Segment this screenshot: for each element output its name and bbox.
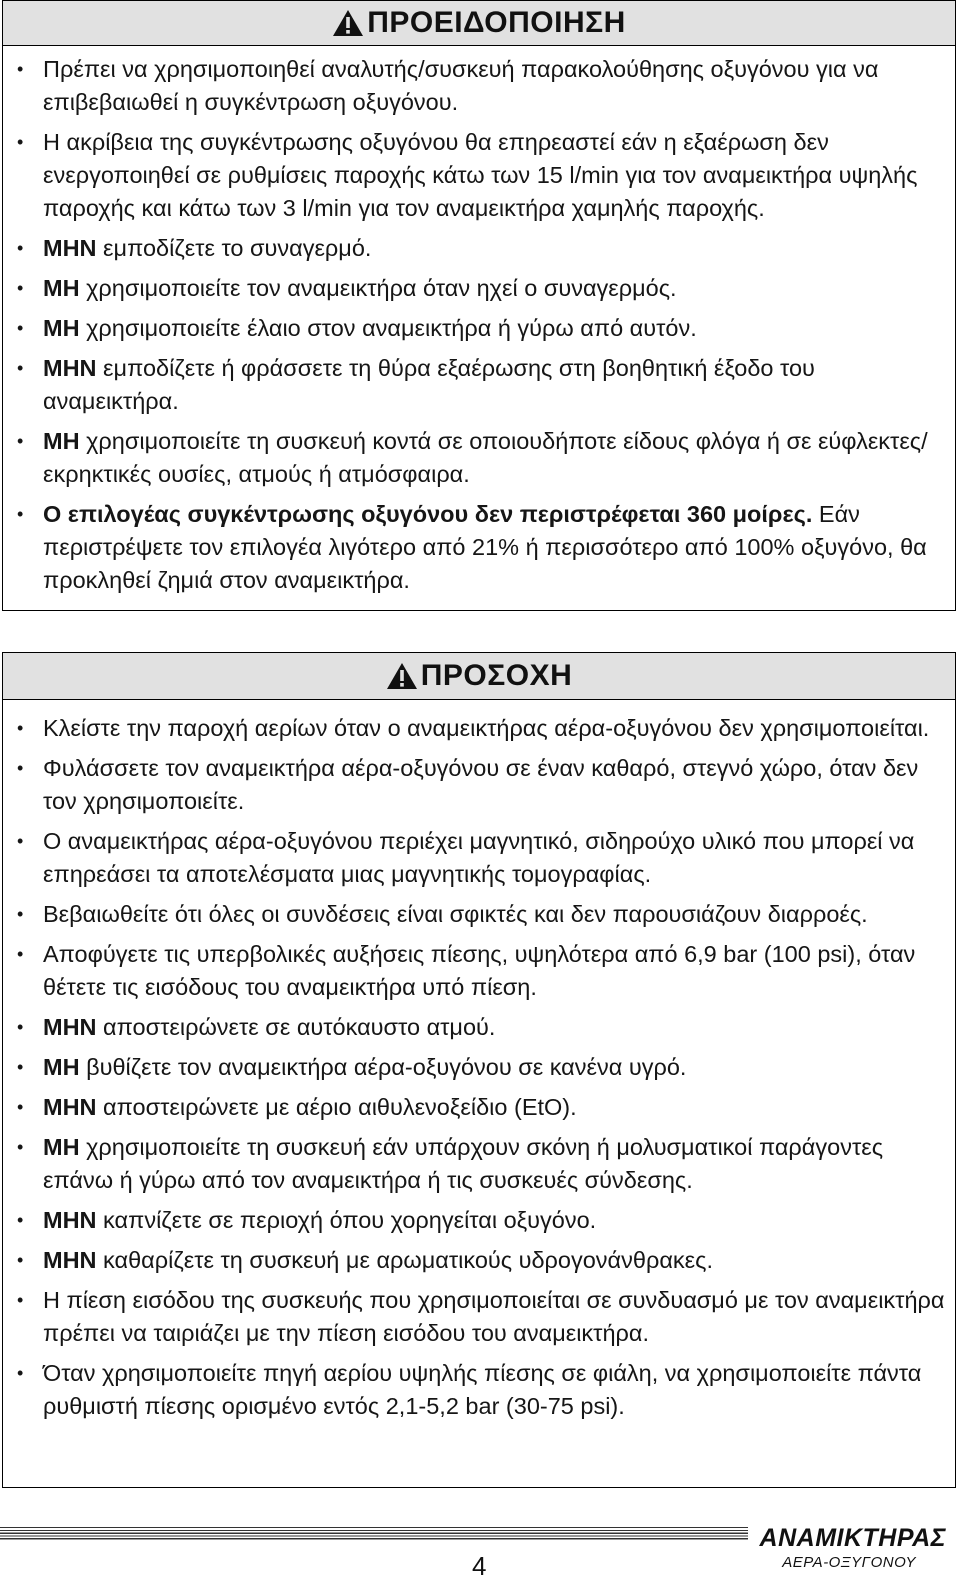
caution-header [3,653,955,700]
item-text: καθαρίζετε τη συσκευή με αρωματικούς υδρογονάνθρακες. [96,1247,713,1273]
bullet-icon: • [17,1097,24,1117]
emphasis-text: ΜΗ [43,315,80,341]
warning-title: ΠΡΟΕΙΔΟΠΟΙΗΣΗ [367,6,626,39]
list-item [13,752,945,818]
list-item [13,1204,945,1237]
warning-triangle-icon [332,9,364,37]
list-item [13,232,945,265]
emphasis-text: ΜΗ [43,428,80,454]
list-item [13,1051,945,1084]
emphasis-text: ΜΗ [43,1054,80,1080]
emphasis-text: ΜΗΝ [43,235,97,261]
item-text: χρησιμοποιείτε τη συσκευή κοντά σε οποιουδήποτε είδους φλόγα ή σε εύφλεκτες/εκρηκτικές ουσίες, ατμούς ή ατμόσφαιρα. [43,428,928,487]
bullet-icon: • [17,1210,24,1230]
emphasis-text: ΜΗ [43,1134,80,1160]
bullet-icon: • [17,132,24,152]
emphasis-text: ΜΗΝ [43,1094,97,1120]
list-item [13,312,945,345]
emphasis-text: Ο επιλογέας συγκέντρωσης οξυγόνου δεν περιστρέφεται 360 μοίρες. [43,501,813,527]
list-item [13,425,945,491]
bullet-icon: • [17,944,24,964]
bullet-icon: • [17,278,24,298]
list-item [13,272,945,305]
bullet-icon: • [17,358,24,378]
item-text: Φυλάσσετε τον αναμεικτήρα αέρα-οξυγόνου σε έναν καθαρό, στεγνό χώρο, όταν δεν τον χρησιμοποιείτε. [43,755,919,814]
bullet-icon: • [17,758,24,778]
footer-rule-lines [0,1527,748,1541]
bullet-icon: • [17,504,24,524]
footer-subtitle: ΑΕΡΑ-ΟΞΥΓΟΝΟΥ [782,1554,916,1571]
list-item [13,53,945,119]
warning-list [3,46,955,597]
list-item [13,1091,945,1124]
item-text: Η ακρίβεια της συγκέντρωσης οξυγόνου θα επηρεαστεί εάν η εξαέρωση δεν ενεργοποιηθεί σε ρυθμίσεις παροχής κάτω των 15 l/min για τον αναμεικτήρα υψηλής παροχής και κάτω των 3 l/min για τον αναμεικτήρα χαμηλής παροχής. [43,129,918,221]
list-item [13,498,945,597]
list-item [13,1244,945,1277]
item-text: βυθίζετε τον αναμεικτήρα αέρα-οξυγόνου σε κανένα υγρό. [79,1054,687,1080]
emphasis-text: ΜΗΝ [43,1247,97,1273]
bullet-icon: • [17,1017,24,1037]
item-text: Όταν χρησιμοποιείτε πηγή αερίου υψηλής πίεσης σε φιάλη, να χρησιμοποιείτε πάντα ρυθμιστή πίεσης ορισμένο εντός 2,1-5,2 bar (30-75 psi). [43,1360,922,1419]
item-text: αποστειρώνετε σε αυτόκαυστο ατμού. [96,1014,496,1040]
item-text: καπνίζετε σε περιοχή όπου χορηγείται οξυγόνο. [96,1207,597,1233]
bullet-icon: • [17,1137,24,1157]
item-text: χρησιμοποιείτε τον αναμεικτήρα όταν ηχεί ο συναγερμός. [79,275,677,301]
list-item [13,938,945,1004]
item-text: εμποδίζετε το συναγερμό. [96,235,372,261]
item-text: χρησιμοποιείτε τη συσκευή εάν υπάρχουν σκόνη ή μολυσματικοί παράγοντες επάνω ή γύρω από τον αναμεικτήρα ή τις συσκευές σύνδεσης. [43,1134,884,1193]
bullet-icon: • [17,59,24,79]
item-text: αποστειρώνετε με αέριο αιθυλενοξείδιο (EtO). [96,1094,577,1120]
list-item [13,352,945,418]
item-text: Αποφύγετε τις υπερβολικές αυξήσεις πίεσης, υψηλότερα από 6,9 bar (100 psi), όταν θέτετε τις εισόδους του αναμεικτήρα υπό πίεση. [43,941,916,1000]
item-text: Κλείστε την παροχή αερίων όταν ο αναμεικτήρας αέρα-οξυγόνου δεν χρησιμοποιείται. [43,715,930,741]
page-number: 4 [472,1551,487,1581]
bullet-icon: • [17,904,24,924]
bullet-icon: • [17,1057,24,1077]
list-item [13,712,945,745]
emphasis-text: ΜΗΝ [43,1207,97,1233]
item-text: Βεβαιωθείτε ότι όλες οι συνδέσεις είναι σφικτές και δεν παρουσιάζουν διαρροές. [43,901,868,927]
bullet-icon: • [17,718,24,738]
bullet-icon: • [17,238,24,258]
item-text: εμποδίζετε ή φράσσετε τη θύρα εξαέρωσης στη βοηθητική έξοδο του αναμεικτήρα. [43,355,815,414]
bullet-icon: • [17,831,24,851]
caution-list [3,700,955,1423]
item-text: Πρέπει να χρησιμοποιηθεί αναλυτής/συσκευή παρακολούθησης οξυγόνου για να επιβεβαιωθεί η συγκέντρωση οξυγόνου. [43,56,879,115]
bullet-icon: • [17,1250,24,1270]
bullet-icon: • [17,431,24,451]
caution-title: ΠΡΟΣΟΧΗ [420,659,573,692]
caution-box [2,652,956,1488]
list-item [13,1357,945,1423]
list-item [13,1011,945,1044]
emphasis-text: ΜΗ [43,275,80,301]
warning-triangle-icon [386,662,418,690]
list-item [13,1284,945,1350]
warning-header [3,1,955,46]
emphasis-text: ΜΗΝ [43,355,97,381]
item-text: Εάν περιστρέψετε τον επιλογέα λιγότερο από 21% ή περισσότερο από 100% οξυγόνο, θα προκληθεί ζημιά στον αναμεικτήρα. [43,501,927,593]
bullet-icon: • [17,1290,24,1310]
warning-box [2,0,956,611]
footer-title: ΑΝΑΜΙΚΤΗΡΑΣ [759,1524,946,1552]
bullet-icon: • [17,318,24,338]
list-item [13,898,945,931]
bullet-icon: • [17,1363,24,1383]
list-item [13,825,945,891]
item-text: χρησιμοποιείτε έλαιο στον αναμεικτήρα ή γύρω από αυτόν. [79,315,697,341]
item-text: Ο αναμεικτήρας αέρα-οξυγόνου περιέχει μαγνητικό, σιδηρούχο υλικό που μπορεί να επηρεάσει τα αποτελέσματα μιας μαγνητικής τομογραφίας. [43,828,915,887]
item-text: Η πίεση εισόδου της συσκευής που χρησιμοποιείται σε συνδυασμό με τον αναμεικτήρα πρέπει να ταιριάζει με την πίεση εισόδου του αναμεικτήρα. [43,1287,945,1346]
emphasis-text: ΜΗΝ [43,1014,97,1040]
list-item [13,1131,945,1197]
list-item [13,126,945,225]
